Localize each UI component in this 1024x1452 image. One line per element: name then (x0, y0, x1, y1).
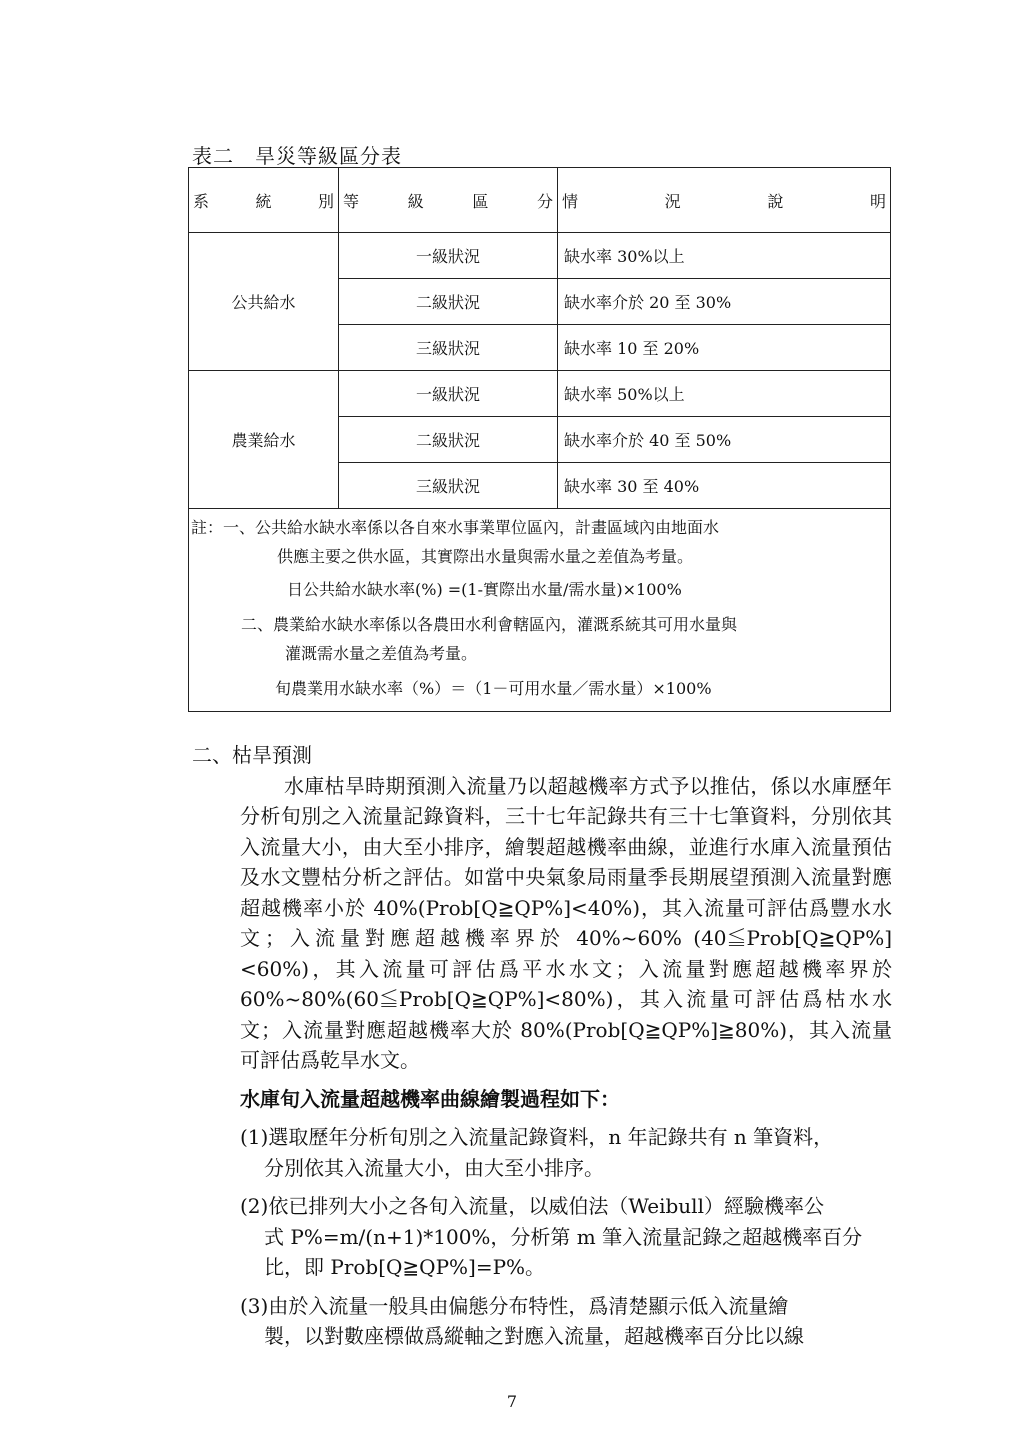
level-cell: 二級狀況 (339, 417, 558, 463)
note-2-line-1: 二、農業給水缺水率係以各農田水利會轄區內，灌溉系統其可用水量與 (241, 615, 738, 634)
drought-forecast-section (192, 740, 892, 1352)
step-continuation: 分別依其入流量大小，由大至小排序。 (264, 1155, 604, 1180)
step-first-line: (2)依已排列大小之各旬入流量，以威伯法（Weibull）經驗機率公 (240, 1194, 824, 1218)
table-notes-row (189, 509, 891, 712)
procedure-step (240, 1291, 892, 1352)
description-cell: 缺水率介於 40 至 50% (558, 417, 891, 463)
level-cell: 三級狀況 (339, 463, 558, 509)
drought-level-table (188, 167, 891, 712)
formula-public-water: 日公共給水缺水率(%) =(1-實際出水量/需水量)×100% (287, 580, 682, 599)
level-cell: 一級狀況 (339, 233, 558, 279)
description-cell: 缺水率 10 至 20% (558, 325, 891, 371)
system-public-water: 公共給水 (189, 233, 339, 371)
procedure-heading: 水庫旬入流量超越機率曲線繪製過程如下： (240, 1086, 620, 1111)
header-level: 等 級 區 分 (339, 168, 558, 233)
table-notes (189, 509, 891, 712)
table-header-row (189, 168, 891, 233)
section-title: 二、枯旱預測 (192, 743, 312, 767)
procedure-step (240, 1122, 892, 1183)
section-paragraph: 水庫枯旱時期預測入流量乃以超越機率方式予以推估，係以水庫歷年分析旬別之入流量記錄資料，三十七年記錄共有三十七筆資料，分別依其入流量大小，由大至小排序，繪製超越機率曲線，並進行水庫入流量預估及水文豐枯分析之評估。如當中央氣象局雨量季長期展望預測入流量對應超越機率小於 40%(Prob[Q≧QP%]<40%)，其入流量可評估爲豐水水文；入流量對應超越機率界於 40%~60% (40≦Prob[Q≧QP%]<60%)，其入流量可評估爲平水水文；入流量對應超越機率界於 60%~80%(60≦Prob[Q≧QP%]<80%)，其入流量可評估爲枯水水文；入流量對應超越機率大於 80%(Prob[Q≧QP%]≧80%)，其入流量可評估爲乾旱水文。 (240, 773, 892, 1072)
level-cell: 一級狀況 (339, 371, 558, 417)
step-continuation: 式 P%=m/(n+1)*100%，分析第 m 筆入流量記錄之超越機率百分比，即 Prob[Q≧QP%]=P%。 (264, 1224, 863, 1279)
header-description: 情 況 說 明 (558, 168, 891, 233)
description-cell: 缺水率 30%以上 (558, 233, 891, 279)
note-1-line-2: 供應主要之供水區，其實際出水量與需水量之差值為考量。 (277, 547, 694, 566)
note-2-line-2: 灌溉需水量之差值為考量。 (285, 644, 478, 663)
header-system: 系 統 別 (189, 168, 339, 233)
description-cell: 缺水率 30 至 40% (558, 463, 891, 509)
step-first-line: (3)由於入流量一般具由偏態分布特性，爲清楚顯示低入流量繪 (240, 1293, 789, 1318)
procedure-step (240, 1191, 892, 1283)
formula-agricultural-water: 旬農業用水缺水率（%）＝（1－可用水量／需水量）×100% (275, 679, 712, 698)
level-cell: 三級狀況 (339, 325, 558, 371)
description-cell: 缺水率介於 20 至 30% (558, 279, 891, 325)
table-row (189, 371, 891, 417)
level-cell: 二級狀況 (339, 279, 558, 325)
description-cell: 缺水率 50%以上 (558, 371, 891, 417)
table-caption: 表二 旱災等級區分表 (192, 144, 402, 168)
page-number: 7 (506, 1392, 518, 1411)
step-continuation: 製，以對數座標做爲縱軸之對應入流量，超越機率百分比以線 (264, 1324, 804, 1348)
note-1-line-1: 註：一、公共給水缺水率係以各自來水事業單位區內，計畫區域內由地面水 (191, 518, 720, 537)
system-agricultural-water: 農業給水 (189, 371, 339, 509)
step-first-line: (1)選取歷年分析旬別之入流量記錄資料，n 年記錄共有 n 筆資料， (240, 1125, 834, 1149)
table-row (189, 233, 891, 279)
